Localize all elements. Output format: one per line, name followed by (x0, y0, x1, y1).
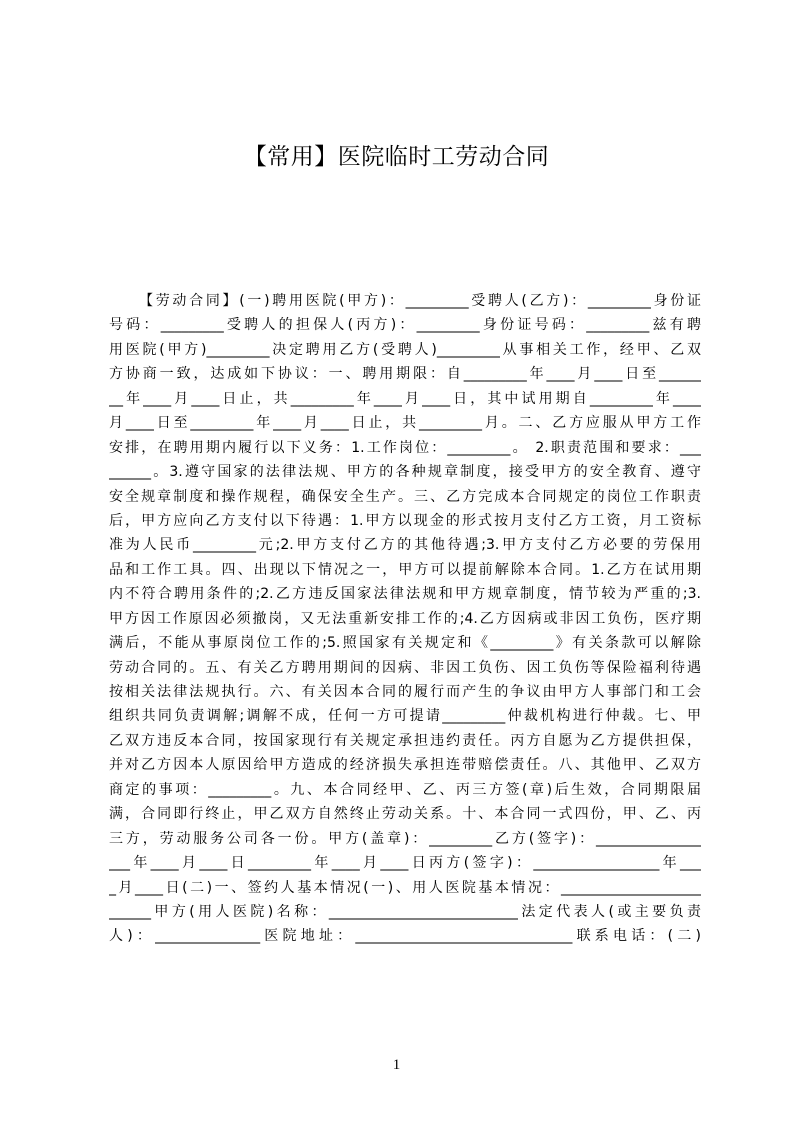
body-line: 安全规章制度和操作规程，确保安全生产。三、乙方完成本合同规定的岗位工作职责 (109, 488, 701, 505)
body-line: 甲方因工作原因必须撤岗，又无法重新安排工作的;4.乙方因病或非因工负伤，医疗期 (109, 610, 701, 627)
page-number: 1 (392, 1057, 401, 1073)
body-line: ___年____月____日_________年____月____日丙方(签字)：__________________年___ (109, 855, 701, 872)
body-line: 【劳动合同】(一)聘用医院(甲方)：_________受聘人(乙方)：_________身份证 (139, 293, 701, 309)
body-line: 按相关法律法规执行。六、有关因本合同的履行而产生的争议由甲方人事部门和工会 (109, 684, 701, 700)
body-line: 并对乙方因本人原因给甲方造成的经济损失承担连带赔偿责任。八、其他甲、乙双方 (109, 757, 701, 774)
body-line: 组织共同负责调解;调解不成，任何一方可提请_________仲裁机构进行仲裁。七、甲 (109, 708, 701, 725)
body-line: 内不符合聘用条件的;2.乙方违反国家法律法规和甲方规章制度，情节较为严重的;3. (109, 586, 701, 603)
body-line: 后，甲方应向乙方支付以下待遇：1.甲方以现金的形式按月支付乙方工资，月工资标 (109, 512, 701, 529)
body-line: _月____日(二)一、签约人基本情况(一)、用人医院基本情况：____________________ (109, 879, 701, 896)
body-line: 用医院(甲方)_________决定聘用乙方(受聘人)_________从事相关工作，经甲、乙双 (109, 341, 701, 358)
body-line: 商定的事项：_________。九、本合同经甲、乙、丙三方签(章)后生效，合同期限届 (109, 781, 701, 798)
body-line: 方协商一致，达成如下协议：一、聘用期限：自_________年____月____日至______ (109, 366, 701, 383)
contract-body (109, 289, 701, 949)
body-line: 品和工作工具。四、出现以下情况之一，甲方可以提前解除本合同。1.乙方在试用期 (109, 561, 701, 578)
body-line: 三方，劳动服务公司各一份。甲方(盖章)：_________乙方(签字)：_______________ (109, 830, 701, 847)
body-line: 乙双方违反本合同，按国家现行有关规定承担违约责任。丙方自愿为乙方提供担保， (109, 732, 701, 749)
body-line: 月____日至_________年____月____日止，共_________月。二、乙方应服从甲方工作 (109, 415, 701, 432)
body-line: 满后，不能从事原岗位工作的;5.照国家有关规定和《_________》有关条款可以解除 (109, 635, 701, 652)
body-line: 人)：_______________医院地址：_______________________________联系电话：(二) (109, 928, 701, 945)
body-line: __年____月____日止，共_________年____月____日，其中试用期自_________年____ (109, 390, 701, 407)
body-line: 安排，在聘用期内履行以下义务：1.工作岗位：_________。 2.职责范围和要求：___ (109, 439, 701, 456)
body-line: 准为人民币_________元;2.甲方支付乙方的其他待遇;3.甲方支付乙方必要的劳保用 (109, 537, 701, 554)
body-line: ______。3.遵守国家的法律法规、甲方的各种规章制度，接受甲方的安全教育、遵守 (109, 464, 701, 481)
body-line: 满，合同即行终止，甲乙双方自然终止劳动关系。十、本合同一式四份，甲、乙、丙 (109, 806, 701, 823)
document-title: 【常用】医院临时工劳动合同 (243, 144, 550, 170)
body-line: ______甲方(用人医院)名称：___________________________法定代表人(或主要负责 (109, 903, 701, 920)
body-line: 劳动合同的。五、有关乙方聘用期间的因病、非因工负伤、因工负伤等保险福利待遇 (109, 659, 701, 676)
body-line: 号码：_________受聘人的担保人(丙方)：_________身份证号码：_________兹有聘 (109, 317, 701, 334)
